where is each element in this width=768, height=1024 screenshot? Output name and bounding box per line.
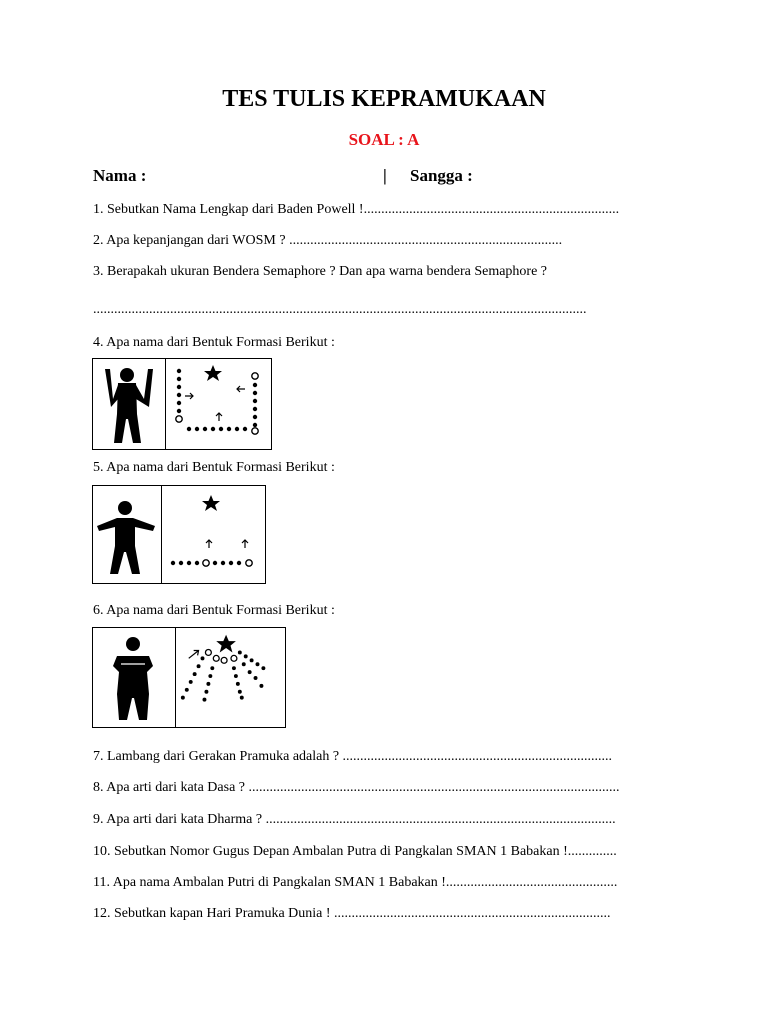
question-8: 8. Apa arti dari kata Dasa ? ..........................................................................................................: [93, 780, 620, 795]
question-4: 4. Apa nama dari Bentuk Formasi Berikut :: [93, 335, 335, 350]
formation-figure-6: [92, 627, 286, 728]
formation-figure-4: [92, 358, 272, 450]
person-arms-raised-icon: [93, 359, 166, 449]
person-hands-on-chest-icon: [93, 628, 176, 727]
page-title: TES TULIS KEPRAMUKAAN: [222, 86, 546, 112]
question-11: 11. Apa nama Ambalan Putri di Pangkalan SMAN 1 Babakan !.................................................: [93, 875, 618, 890]
page-subtitle: SOAL : A: [348, 130, 420, 149]
group-label: Sangga :: [410, 166, 473, 185]
question-3: 3. Berapakah ukuran Bendera Semaphore ? Dan apa warna bendera Semaphore ?: [93, 264, 548, 279]
answer-line: .............................................................................................................................................: [93, 302, 587, 317]
person-arms-spread-icon: [93, 486, 162, 583]
question-6: 6. Apa nama dari Bentuk Formasi Berikut :: [93, 603, 335, 618]
separator: |: [383, 166, 387, 185]
formation-figure-5: [92, 485, 266, 584]
line-formation-diagram: [161, 486, 265, 583]
square-formation-diagram: [165, 359, 271, 449]
question-2: 2. Apa kepanjangan dari WOSM ? ..............................................................................: [93, 233, 563, 248]
question-5: 5. Apa nama dari Bentuk Formasi Berikut :: [93, 460, 335, 475]
question-12: 12. Sebutkan kapan Hari Pramuka Dunia ! ...............................................................................: [93, 906, 611, 921]
question-9: 9. Apa arti dari kata Dharma ? ....................................................................................................: [93, 812, 616, 827]
fan-formation-diagram: [175, 628, 285, 727]
name-label: Nama :: [93, 166, 147, 185]
question-1: 1. Sebutkan Nama Lengkap dari Baden Powell !.........................................................................: [93, 202, 620, 217]
question-7: 7. Lambang dari Gerakan Pramuka adalah ? .............................................................................: [93, 749, 613, 764]
question-10: 10. Sebutkan Nomor Gugus Depan Ambalan Putra di Pangkalan SMAN 1 Babakan !..............: [93, 844, 617, 859]
